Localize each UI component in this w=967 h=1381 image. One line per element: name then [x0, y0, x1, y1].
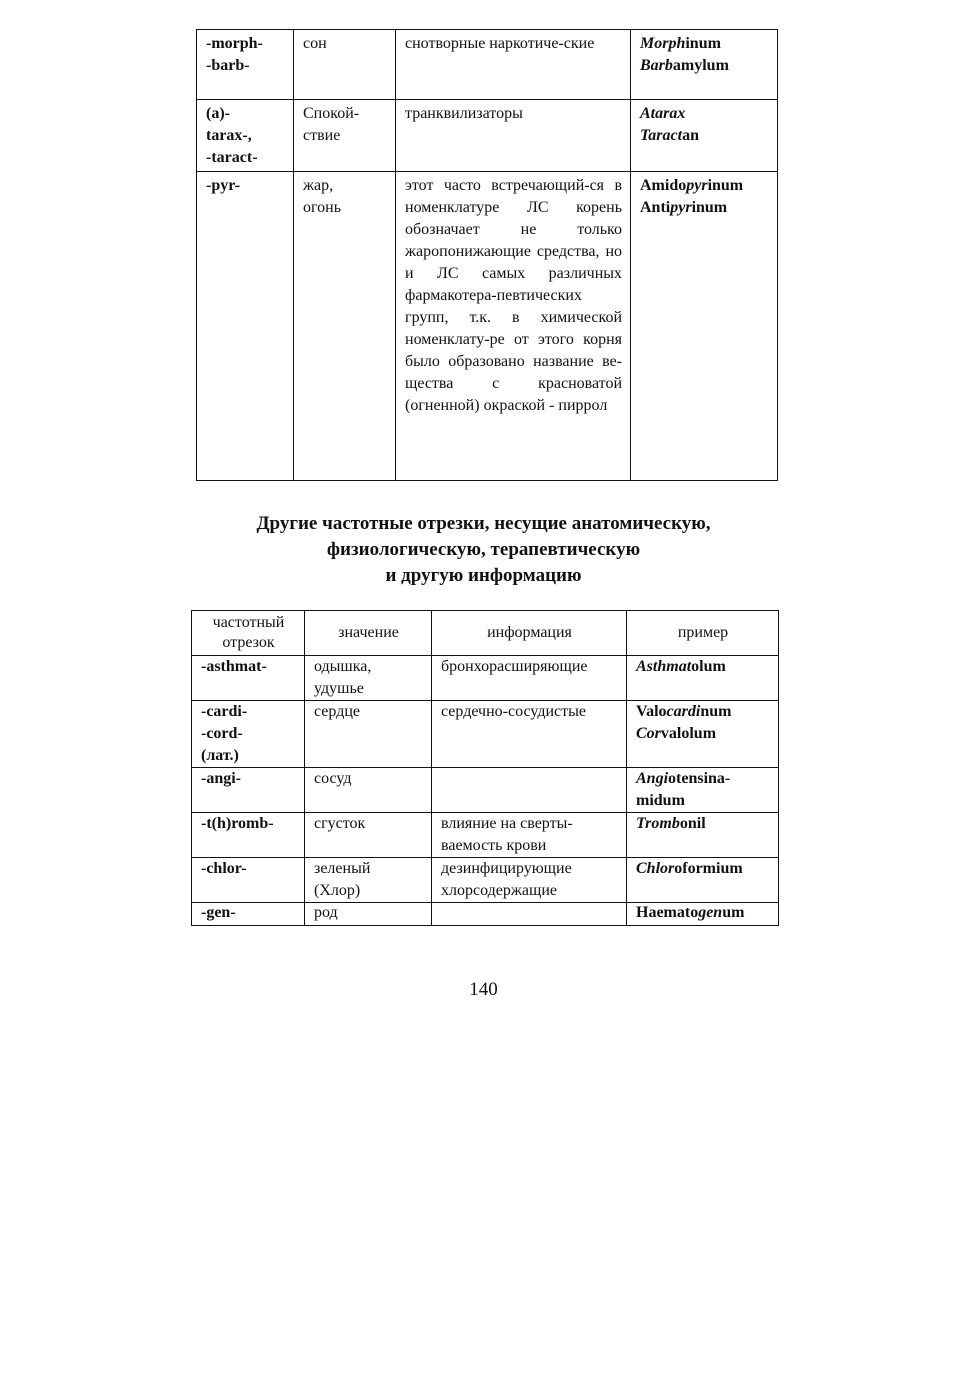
- example-root-segment: Morph: [640, 35, 686, 52]
- example-segment: inum: [707, 177, 744, 194]
- information-cell: [432, 858, 627, 903]
- example-cell: [627, 813, 779, 858]
- root-cell: [197, 100, 294, 172]
- column-header-line: информация: [487, 624, 572, 641]
- root-line: -asthmat-: [201, 658, 267, 675]
- root-line: -t(h)romb-: [201, 815, 274, 832]
- meaning-cell: [305, 656, 432, 701]
- example-segment: amylum: [672, 57, 729, 74]
- root-line: tarax-,: [206, 127, 252, 144]
- meaning-line: сосуд: [314, 770, 352, 787]
- example-segment: Valo: [636, 703, 667, 720]
- root-cell: [197, 172, 294, 481]
- example-root-segment: Tromb: [636, 815, 680, 832]
- meaning-cell: [294, 100, 396, 172]
- example-root-segment: Taract: [640, 127, 683, 144]
- column-header-line: отрезок: [222, 634, 275, 651]
- example-name: [640, 103, 769, 125]
- example-segment: oformium: [674, 860, 743, 877]
- example-name: [636, 723, 770, 745]
- example-cell: [631, 100, 778, 172]
- example-cell: [627, 858, 779, 903]
- meaning-line: удушье: [314, 680, 364, 697]
- meaning-line: жар,: [303, 177, 334, 194]
- column-header-cell: [432, 611, 627, 656]
- section-heading-line: и другую информацию: [385, 565, 582, 586]
- table-row: [192, 903, 779, 926]
- root-line: -pyr-: [206, 177, 241, 194]
- section-heading-line: физиологическую, терапевтическую: [326, 539, 641, 560]
- example-name: [636, 858, 770, 880]
- information-cell: [432, 903, 627, 926]
- table-row: [197, 100, 778, 172]
- column-header-cell: [627, 611, 779, 656]
- information-cell: [432, 701, 627, 768]
- example-root-segment: pyr: [686, 177, 708, 194]
- frequency-segments-table: [191, 610, 779, 926]
- example-name: [636, 813, 770, 835]
- section-heading-line: Другие частотные отрезки, несущие анатомическую,: [256, 513, 711, 534]
- example-name: [640, 125, 769, 147]
- root-cell: [192, 858, 305, 903]
- example-root-segment: Angi: [636, 770, 669, 787]
- section-heading: [130, 511, 837, 589]
- example-name: [640, 55, 769, 77]
- information-line: сердечно-сосудистые: [441, 703, 586, 720]
- example-cell: [627, 903, 779, 926]
- root-line: -gen-: [201, 904, 236, 921]
- information-cell: снотворные наркотиче-ские: [396, 30, 631, 100]
- example-cell: [627, 768, 779, 813]
- example-name: [640, 197, 769, 219]
- meaning-cell: [305, 858, 432, 903]
- meaning-cell: [294, 30, 396, 100]
- meaning-line: сгусток: [314, 815, 366, 832]
- example-segment: midum: [636, 792, 685, 809]
- roots-table-continued: [196, 29, 778, 481]
- information-cell: [432, 813, 627, 858]
- meaning-cell: [294, 172, 396, 481]
- example-segment: olum: [691, 658, 726, 675]
- example-root-segment: Chlor: [636, 860, 675, 877]
- meaning-line: (Хлор): [314, 882, 361, 899]
- page-number: 140: [469, 979, 498, 1000]
- root-line: -chlor-: [201, 860, 247, 877]
- column-header-cell: [192, 611, 305, 656]
- example-name: [636, 790, 770, 812]
- meaning-cell: [305, 813, 432, 858]
- example-segment: inum: [685, 35, 721, 52]
- table-row: [192, 858, 779, 903]
- example-name: [640, 33, 769, 55]
- root-cell: [192, 656, 305, 701]
- example-segment: inum: [691, 199, 728, 216]
- meaning-line: сон: [303, 35, 327, 52]
- root-line: (лат.): [201, 747, 239, 764]
- column-header-line: пример: [677, 624, 729, 641]
- root-cell: [192, 768, 305, 813]
- root-line: -barb-: [206, 57, 250, 74]
- root-cell: [192, 813, 305, 858]
- information-cell: [432, 768, 627, 813]
- meaning-line: сердце: [314, 703, 360, 720]
- root-line: -cord-: [201, 725, 243, 742]
- information-line: влияние на сверты-: [441, 815, 573, 832]
- information-cell: транквилизаторы: [396, 100, 631, 172]
- column-header-line: значение: [338, 624, 399, 641]
- information-line: бронхорасширяющие: [441, 658, 588, 675]
- example-name: [636, 903, 770, 923]
- meaning-line: огонь: [303, 199, 342, 216]
- example-root-segment: gen: [698, 904, 723, 921]
- root-line: -taract-: [206, 149, 258, 166]
- root-line: -morph-: [206, 35, 263, 52]
- information-line: хлорсодержащие: [441, 882, 558, 899]
- example-segment: Amido: [640, 177, 687, 194]
- example-segment: um: [722, 904, 745, 921]
- root-line: -angi-: [201, 770, 241, 787]
- table-row: [192, 813, 779, 858]
- roots-table-continued-body: [197, 30, 778, 481]
- example-cell: [627, 656, 779, 701]
- root-cell: [192, 701, 305, 768]
- example-segment: Anti: [640, 199, 671, 216]
- root-line: (а)-: [206, 105, 230, 122]
- meaning-line: Спокой-: [303, 105, 360, 122]
- meaning-cell: [305, 903, 432, 926]
- example-segment: Haemato: [636, 904, 699, 921]
- table-row: [192, 656, 779, 701]
- table-row: [192, 701, 779, 768]
- frequency-segments-table-body: [192, 611, 779, 926]
- meaning-cell: [305, 701, 432, 768]
- root-line: -cardi-: [201, 703, 248, 720]
- example-segment: otensina-: [668, 770, 731, 787]
- information-cell: этот часто встречающий-ся в номенклатуре ЛС корень обозначает не только жаропонижающие средства, но и ЛС самых различных фармакотера-певтических групп, т.к. в химической номенклату-ре от этого корня было образовано название ве-щества с красноватой (огненной) окраской - пиррол: [396, 172, 631, 481]
- example-root-segment: Asthmat: [636, 658, 692, 675]
- example-cell: [631, 30, 778, 100]
- information-line: дезинфицирующие: [441, 860, 572, 877]
- column-header-line: частотный: [212, 614, 285, 631]
- table-row: [197, 172, 778, 481]
- example-cell: [631, 172, 778, 481]
- information-line: ваемость крови: [441, 837, 547, 854]
- example-name: [640, 175, 769, 197]
- example-root-segment: pyr: [670, 199, 692, 216]
- example-root-segment: Cor: [636, 725, 661, 742]
- meaning-line: род: [314, 904, 338, 921]
- example-segment: an: [682, 127, 699, 144]
- example-segment: onil: [679, 815, 706, 832]
- example-root-segment: Atarax: [640, 105, 686, 122]
- root-cell: [192, 903, 305, 926]
- table-header-row: [192, 611, 779, 656]
- example-name: [636, 701, 770, 723]
- column-header-cell: [305, 611, 432, 656]
- example-segment: valolum: [660, 725, 717, 742]
- meaning-line: ствие: [303, 127, 341, 144]
- table-row: [192, 768, 779, 813]
- example-segment: num: [700, 703, 732, 720]
- example-cell: [627, 701, 779, 768]
- meaning-line: одышка,: [314, 658, 372, 675]
- example-root-segment: Barb: [640, 57, 673, 74]
- root-cell: [197, 30, 294, 100]
- meaning-line: зеленый: [314, 860, 371, 877]
- table-row: [197, 30, 778, 100]
- example-name: [636, 768, 770, 790]
- meaning-cell: [305, 768, 432, 813]
- information-cell: [432, 656, 627, 701]
- example-name: [636, 656, 770, 678]
- example-root-segment: cardi: [666, 703, 701, 720]
